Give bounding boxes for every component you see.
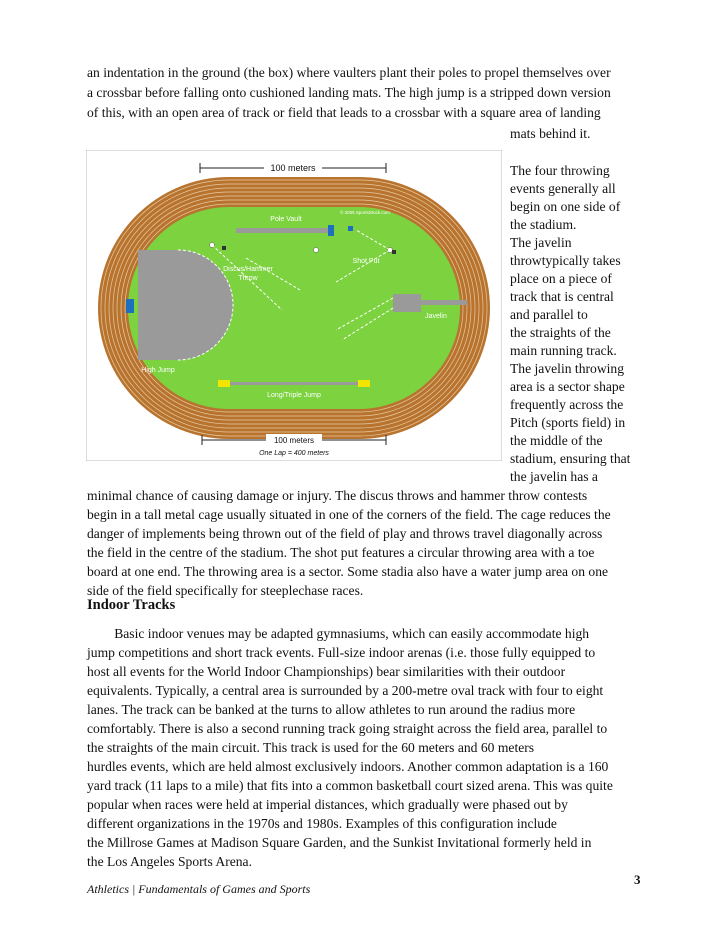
page-footer: Athletics | Fundamentals of Games and Sports xyxy=(87,882,311,896)
javelin-label: Javelin xyxy=(425,313,447,320)
discus-label-1: Discus/Hammer xyxy=(223,266,273,273)
body-line: the Millrose Games at Madison Square Garden, and the Sunkist Invitational formerly held in xyxy=(87,835,592,850)
side-line: the straights of the xyxy=(510,325,611,340)
body-line: host all events for the World Indoor Championships) bear similarities with their outdoor xyxy=(87,664,566,679)
shot-put-label: Shot Put xyxy=(352,258,380,265)
body-line: equivalents. Typically, a central area is surrounded by a 200-metre oval track with four to eight xyxy=(87,683,604,698)
body-line: a crossbar before falling onto cushioned landing mats. The high jump is a stripped down version xyxy=(87,85,611,100)
side-line: main running track. xyxy=(510,343,617,358)
pole-vault-label: Pole Vault xyxy=(270,216,302,223)
long-jump-pit-right xyxy=(358,380,370,387)
body-line: mats behind it. xyxy=(510,126,591,141)
body-line: danger of implements being thrown out of the field of play and throws travel diagonally across xyxy=(87,526,603,541)
side-line: begin on one side of xyxy=(510,199,621,214)
hammer-circle xyxy=(314,248,319,253)
side-line: The javelin throwing xyxy=(510,361,625,376)
side-line: the stadium. xyxy=(510,217,577,232)
body-line: different organizations in the 1970s and 1980s. Examples of this configuration include xyxy=(87,816,557,831)
side-line: frequently across the xyxy=(510,397,624,412)
body-line: Basic indoor venues may be adapted gymnasiums, which can easily accommodate high xyxy=(87,626,590,641)
section-heading: Indoor Tracks xyxy=(87,597,176,613)
body-line: of this, with an open area of track or field that leads to a crossbar with a square area of landing xyxy=(87,105,601,120)
body-line: the straights of the main circuit. This track is used for the 60 meters and 60 meters xyxy=(87,740,535,755)
side-line: the javelin has a xyxy=(510,469,598,484)
side-line: the middle of the xyxy=(510,433,603,448)
side-line: stadium, ensuring that xyxy=(510,451,631,466)
side-line: The four throwing xyxy=(510,163,610,178)
side-line: Pitch (sports field) in xyxy=(510,415,626,430)
body-line: jump competitions and short track events. Full-size indoor arenas (i.e. those fully equipped to xyxy=(87,645,596,660)
long-jump-pit-left xyxy=(218,380,230,387)
top-dim-label: 100 meters xyxy=(270,163,316,173)
body-line: yard track (11 laps to a mile) that fits into a common basketball court sized arena. This was quite xyxy=(87,778,613,793)
pole-vault-mat xyxy=(328,225,334,236)
body-line: popular when races were held at imperial distances, which gradually were phased out by xyxy=(87,797,568,812)
lap-label: One Lap = 400 meters xyxy=(259,450,329,457)
shot-put-marker xyxy=(348,226,353,231)
stadium-diagram xyxy=(86,150,502,461)
long-jump-label: Long/Triple Jump xyxy=(267,392,321,399)
high-jump-area xyxy=(138,250,178,360)
body-line: hurdles events, which are held almost exclusively indoors. Another common adaptation is a 160 xyxy=(87,759,609,774)
discus-label-2: Throw xyxy=(238,275,258,282)
page-number: 3 xyxy=(634,872,641,887)
high-jump-mat xyxy=(126,299,134,313)
side-line: area is a sector shape xyxy=(510,379,625,394)
body-line: an indentation in the ground (the box) where vaulters plant their poles to propel themselves over xyxy=(87,65,611,80)
side-line: place on a piece of xyxy=(510,271,612,286)
body-line: minimal chance of causing damage or injury. The discus throws and hammer throw contests xyxy=(87,488,588,503)
body-line: begin in a tall metal cage usually situated in one of the corners of the field. The cage reduces the xyxy=(87,507,611,522)
side-line: and parallel to xyxy=(510,307,588,322)
side-line: throwtypically takes xyxy=(510,253,621,268)
body-line: comfortably. There is also a second running track going straight across the field area, parallel to xyxy=(87,721,608,736)
side-line: events generally all xyxy=(510,181,616,196)
side-line: track that is central xyxy=(510,289,614,304)
long-jump-runway xyxy=(230,382,358,385)
copyright-label: © 2005 SportsStock.com xyxy=(340,210,390,215)
discus-cage xyxy=(222,246,226,250)
body-line: lanes. The track can be banked at the turns to allow athletes to run around the radius more xyxy=(87,702,576,717)
body-line: the Los Angeles Sports Arena. xyxy=(87,854,252,869)
body-line: side of the field specifically for steeplechase races. xyxy=(87,583,364,598)
pole-vault-runway xyxy=(236,228,328,233)
high-jump-label: High Jump xyxy=(141,367,175,374)
javelin-box xyxy=(393,294,421,312)
javelin-runway xyxy=(421,300,467,305)
side-line: The javelin xyxy=(510,235,572,250)
bottom-dim-label: 100 meters xyxy=(273,436,315,445)
body-line: board at one end. The throwing area is a sector. Some stadia also have a water jump area on one xyxy=(87,564,609,579)
body-line: the field in the centre of the stadium. The shot put features a circular throwing area with a toe xyxy=(87,545,595,560)
